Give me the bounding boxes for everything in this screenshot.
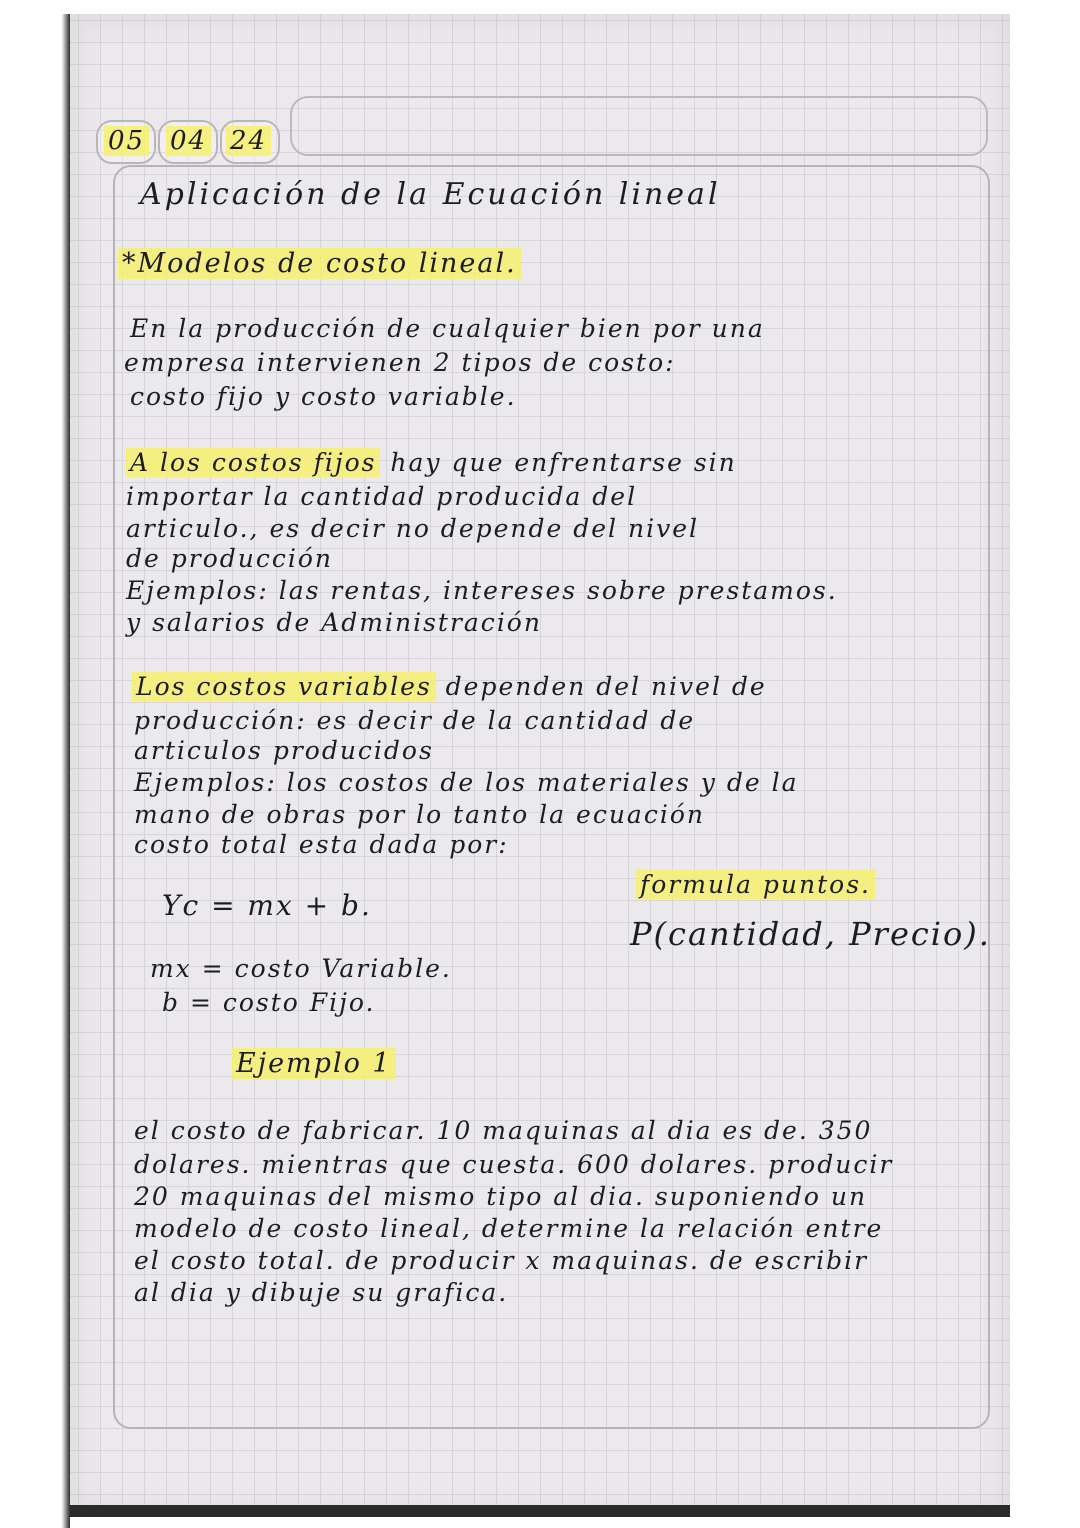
fixed-cost-definition: b = costo Fijo. [162, 988, 376, 1017]
example-line-2: dolares. mientras que cuesta. 600 dolares. producir [134, 1150, 894, 1179]
date-day: 05 [104, 128, 149, 154]
fixed-costs-highlight: A los costos fijos [126, 448, 380, 477]
intro-line-3: costo fijo y costo variable. [130, 382, 517, 411]
example-line-3: 20 maquinas del mismo tipo al dia. suponiendo un [134, 1182, 868, 1211]
page-edge-shadow [0, 0, 70, 1528]
points-formula-title: formula puntos. [636, 872, 875, 897]
variable-costs-line-6: costo total esta dada por: [134, 830, 509, 859]
example-line-6: al dia y dibuje su grafica. [134, 1278, 509, 1307]
variable-costs-line-5: mano de obras por lo tanto la ecuación [134, 800, 705, 829]
top-margin [60, 0, 1080, 14]
example-heading: Ejemplo 1 [232, 1050, 396, 1077]
example-line-5: el costo total. de producir x maquinas. de escribir [134, 1246, 869, 1275]
variable-costs-highlight: Los costos variables [132, 672, 436, 701]
fixed-costs-line-3: articulo., es decir no depende del nivel [126, 514, 700, 543]
variable-costs-line-1: Los costos variables dependen del nivel de [132, 674, 767, 699]
cost-equation: Yc = mx + b. [162, 889, 372, 922]
page-bottom-edge [70, 1505, 1010, 1517]
variable-costs-line-2: producción: es decir de la cantidad de [134, 706, 696, 735]
variable-cost-definition: mx = costo Variable. [150, 954, 452, 983]
section-subtitle: *Modelos de costo lineal. [118, 250, 521, 277]
points-formula: P(cantidad, Precio). [630, 915, 991, 953]
title-bar-box [290, 96, 988, 156]
intro-line-2: empresa intervienen 2 tipos de costo: [124, 348, 676, 377]
date-month: 04 [166, 128, 211, 154]
fixed-costs-line-5: Ejemplos: las rentas, intereses sobre prestamos. [126, 576, 838, 605]
fixed-costs-line-1: A los costos fijos hay que enfrentarse sin [126, 450, 737, 475]
fixed-costs-line-4: de producción [126, 544, 334, 573]
page-title: Aplicación de la Ecuación lineal [140, 177, 721, 212]
example-line-1: el costo de fabricar. 10 maquinas al dia es de. 350 [134, 1116, 873, 1145]
intro-line-1: En la producción de cualquier bien por una [130, 314, 765, 343]
fixed-costs-line-2: importar la cantidad producida del [126, 482, 638, 511]
fixed-costs-line-6: y salarios de Administración [126, 608, 542, 637]
date-year: 24 [226, 128, 271, 154]
variable-costs-line-4: Ejemplos: los costos de los materiales y de la [134, 768, 799, 797]
example-line-4: modelo de costo lineal, determine la relación entre [134, 1214, 884, 1243]
variable-costs-line-3: articulos producidos [134, 736, 434, 765]
